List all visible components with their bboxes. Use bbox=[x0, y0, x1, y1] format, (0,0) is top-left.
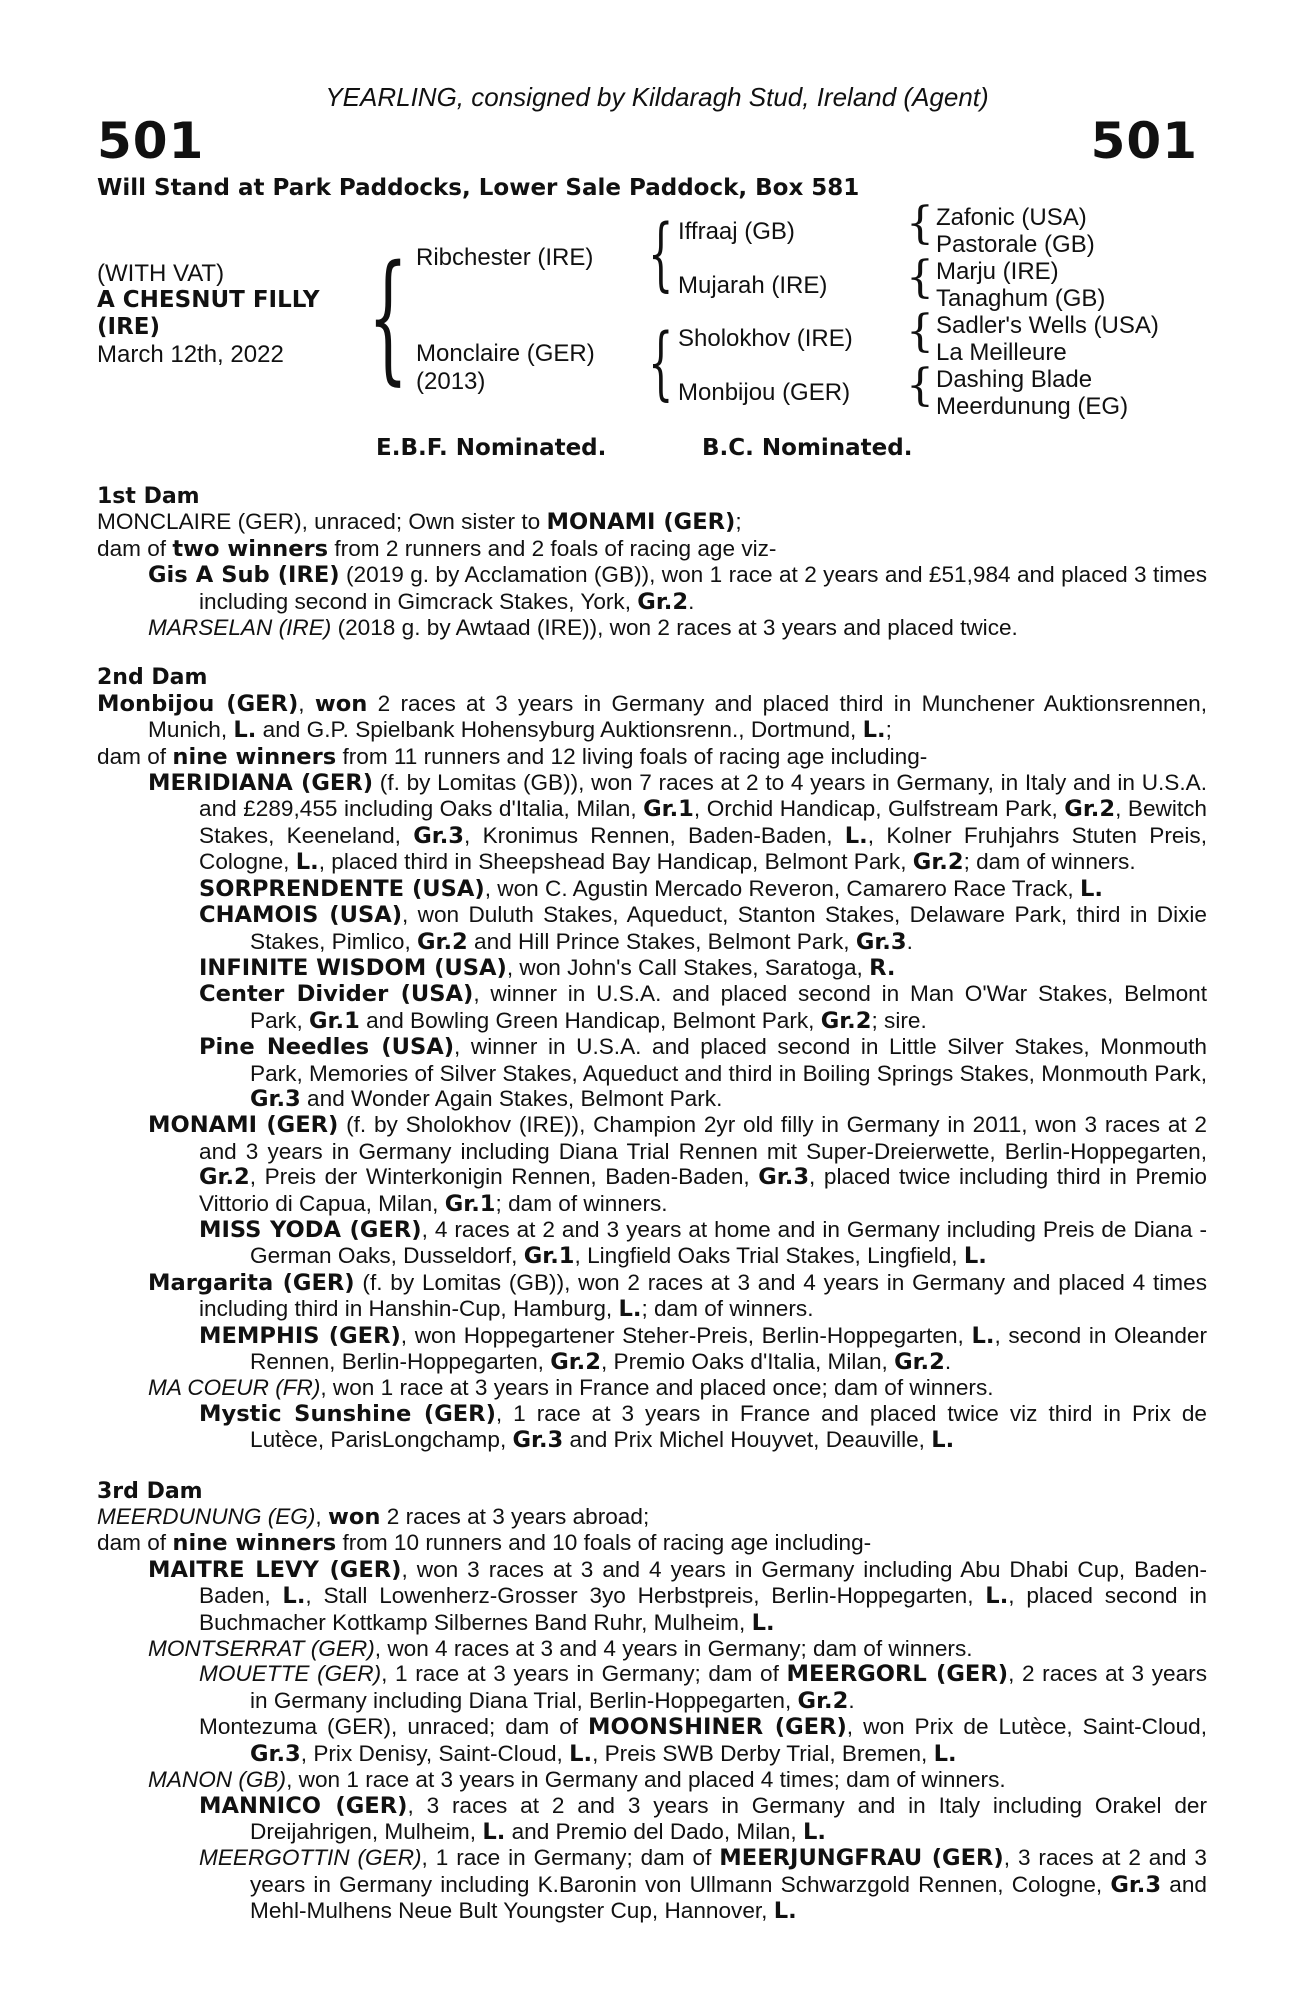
produce-entry: MARSELAN (IRE) (2018 g. by Awtaad (IRE)), won 2 races at 3 years and placed twice. bbox=[148, 615, 1018, 641]
produce-entry: MAITRE LEVY (GER), won 3 races at 3 and 4 years in Germany including Abu Dhabi Cup, Baden-Baden, L., Stall Lowenherz-Grosser 3yo Herbstpreis, Berlin-Hoppegarten, L., placed second in Buchmacher Kottkamp Silbernes Band Ruhr, Mulheim, L. bbox=[148, 1556, 1207, 1636]
catalogue-body bbox=[97, 484, 1207, 1925]
produce-entry: Montezuma (GER), unraced; dam of MOONSHINER (GER), won Prix de Lutèce, Saint-Cloud, Gr.3, Prix Denisy, Saint-Cloud, L., Preis SWB Derby Trial, Bremen, L. bbox=[199, 1714, 1207, 1767]
produce-entry: MONTSERRAT (GER), won 4 races at 3 and 4 years in Germany; dam of winners. bbox=[148, 1636, 973, 1662]
produce-entry: MEMPHIS (GER), won Hoppegartener Steher-Preis, Berlin-Hoppegarten, L., second in Oleander Rennen, Berlin-Hoppegarten, Gr.2, Premio Oaks d'Italia, Milan, Gr.2. bbox=[199, 1322, 1207, 1375]
consignment-header: YEARLING, consigned by Kildaragh Stud, Ireland (Agent) bbox=[325, 82, 989, 112]
produce-entry: INFINITE WISDOM (USA), won John's Call Stakes, Saratoga, R. bbox=[199, 954, 896, 981]
pedigree-g3-3: Marju (IRE) bbox=[936, 258, 1059, 285]
ebf-nomination: E.B.F. Nominated. bbox=[376, 435, 607, 461]
pedigree-brace-g3b: { bbox=[906, 252, 934, 303]
third-dam-entry: MEERDUNUNG (EG), won 2 races at 3 years abroad; bbox=[97, 1504, 650, 1531]
first-dam-entry: MONCLAIRE (GER), unraced; Own sister to MONAMI (GER); bbox=[97, 509, 742, 536]
produce-entry: CHAMOIS (USA), won Duluth Stakes, Aqueduct, Stanton Stakes, Delaware Park, third in Dixie Stakes, Pimlico, Gr.2 and Hill Prince Stakes, Belmont Park, Gr.3. bbox=[199, 902, 1207, 955]
pedigree-brace-main: { bbox=[368, 236, 409, 399]
pedigree-brace-g3c: { bbox=[906, 306, 934, 357]
pedigree-dam-dam: Monbijou (GER) bbox=[678, 379, 851, 406]
produce-entry: MONAMI (GER) (f. by Sholokhov (IRE)), Champion 2yr old filly in Germany in 2011, won 3 races at 2 and 3 years in Germany including Diana Trial Rennen mit Super-Dreierwette, Berlin-Hoppegarten, Gr.2, Preis der Winterkonigin Rennen, Baden-Baden, Gr.3, placed twice including third in Premio Vittorio di Capua, Milan, Gr.1; dam of winners. bbox=[148, 1112, 1207, 1217]
third-dam-heading: 3rd Dam bbox=[97, 1478, 203, 1504]
pedigree-brace-g3a: { bbox=[906, 198, 934, 249]
produce-entry: Pine Needles (USA), winner in U.S.A. and placed second in Little Silver Stakes, Monmouth Park, Memories of Silver Stakes, Aqueduct and third in Boiling Springs Stakes, Monmouth Park, Gr.3 and Wonder Again Stakes, Belmont Park. bbox=[199, 1034, 1207, 1112]
produce-entry: MOUETTE (GER), 1 race at 3 years in Germany; dam of MEERGORL (GER), 2 races at 3 years in Germany including Diana Trial, Berlin-Hoppegarten, Gr.2. bbox=[199, 1661, 1207, 1714]
pedigree-g3-7: Dashing Blade bbox=[936, 366, 1093, 393]
third-dam-produce: dam of nine winners from 10 runners and 10 foals of racing age including- bbox=[97, 1530, 872, 1557]
pedigree-g3-1: Zafonic (USA) bbox=[936, 204, 1087, 231]
produce-entry: MEERGOTTIN (GER), 1 race in Germany; dam of MEERJUNGFRAU (GER), 3 races at 2 and 3 years in Germany including K.Baronin von Ullmann Schwarzgold Rennen, Cologne, Gr.3 and Mehl-Mulhens Neue Bult Youngster Cup, Hannover, L. bbox=[199, 1845, 1207, 1925]
produce-entry: Mystic Sunshine (GER), 1 race at 3 years in France and placed twice viz third in Prix de Lutèce, ParisLongchamp, Gr.3 and Prix Michel Houyvet, Deauville, L. bbox=[199, 1400, 1207, 1454]
first-dam-heading: 1st Dam bbox=[97, 484, 200, 509]
pedigree-dam: Monclaire (GER) bbox=[416, 340, 595, 367]
horse-name: A CHESNUT FILLY bbox=[97, 287, 320, 313]
bc-nomination: B.C. Nominated. bbox=[702, 435, 913, 461]
pedigree-g3-8: Meerdunung (EG) bbox=[936, 393, 1129, 420]
lot-number-left: 501 bbox=[97, 112, 205, 170]
foaling-date: March 12th, 2022 bbox=[97, 341, 284, 368]
pedigree-brace-dam: { bbox=[648, 316, 674, 409]
second-dam-produce: dam of nine winners from 11 runners and 12 living foals of racing age including- bbox=[97, 743, 928, 770]
pedigree-brace-sire: { bbox=[648, 207, 674, 300]
second-dam-heading: 2nd Dam bbox=[97, 665, 208, 691]
pedigree-g3-6: La Meilleure bbox=[936, 339, 1067, 366]
produce-entry: MISS YODA (GER), 4 races at 2 and 3 years at home and in Germany including Preis de Diana - German Oaks, Dusseldorf, Gr.1, Lingfield Oaks Trial Stakes, Lingfield, L. bbox=[199, 1216, 1207, 1270]
pedigree-dam-sire: Sholokhov (IRE) bbox=[678, 325, 853, 352]
pedigree-g3-4: Tanaghum (GB) bbox=[936, 285, 1106, 312]
lot-number-right: 501 bbox=[1090, 112, 1198, 170]
sale-location: Will Stand at Park Paddocks, Lower Sale Paddock, Box 581 bbox=[97, 175, 860, 201]
produce-entry: Gis A Sub (IRE) (2019 g. by Acclamation (GB)), won 1 race at 2 years and £51,984 and placed 3 times including second in Gimcrack Stakes, York, Gr.2. bbox=[148, 562, 1207, 615]
horse-name-country: (IRE) bbox=[97, 314, 161, 340]
vat-note: (WITH VAT) bbox=[97, 260, 225, 287]
pedigree-g3-2: Pastorale (GB) bbox=[936, 231, 1095, 258]
produce-entry: Margarita (GER) (f. by Lomitas (GB)), won 2 races at 3 and 4 years in Germany and placed 4 times including third in Hanshin-Cup, Hamburg, L.; dam of winners. bbox=[148, 1269, 1207, 1323]
produce-entry: MERIDIANA (GER) (f. by Lomitas (GB)), won 7 races at 2 to 4 years in Germany, in Italy and in U.S.A. and £289,455 including Oaks d'Italia, Milan, Gr.1, Orchid Handicap, Gulfstream Park, Gr.2, Bewitch Stakes, Keeneland, Gr.3, Kronimus Rennen, Baden-Baden, L., Kolner Fruhjahrs Stuten Preis, Cologne, L., placed third in Sheepshead Bay Handicap, Belmont Park, Gr.2; dam of winners. bbox=[148, 770, 1208, 876]
pedigree-brace-g3d: { bbox=[906, 360, 934, 411]
pedigree-sire-dam: Mujarah (IRE) bbox=[678, 272, 828, 299]
produce-entry: MANNICO (GER), 3 races at 2 and 3 years in Germany and in Italy including Orakel der Dreijahrigen, Mulheim, L. and Premio del Dado, Milan, L. bbox=[199, 1792, 1207, 1845]
pedigree-sire: Ribchester (IRE) bbox=[416, 244, 594, 271]
pedigree-sire-sire: Iffraaj (GB) bbox=[678, 218, 795, 245]
second-dam-entry: Monbijou (GER), won 2 races at 3 years in Germany and placed third in Munchener Auktionsrennen, Munich, L. and G.P. Spielbank Hohensyburg Auktionsrenn., Dortmund, L.; bbox=[97, 690, 1207, 744]
produce-entry: Center Divider (USA), winner in U.S.A. and placed second in Man O'War Stakes, Belmont Park, Gr.1 and Bowling Green Handicap, Belmont Park, Gr.2; sire. bbox=[199, 981, 1207, 1034]
first-dam-produce: dam of two winners from 2 runners and 2 foals of racing age viz- bbox=[97, 535, 777, 562]
pedigree-dam-year: (2013) bbox=[416, 368, 486, 395]
produce-entry: SORPRENDENTE (USA), won C. Agustin Mercado Reveron, Camarero Race Track, L. bbox=[199, 875, 1103, 902]
pedigree-g3-5: Sadler's Wells (USA) bbox=[936, 312, 1159, 339]
produce-entry: MANON (GB), won 1 race at 3 years in Germany and placed 4 times; dam of winners. bbox=[148, 1767, 1006, 1793]
produce-entry: MA COEUR (FR), won 1 race at 3 years in France and placed once; dam of winners. bbox=[148, 1375, 994, 1401]
